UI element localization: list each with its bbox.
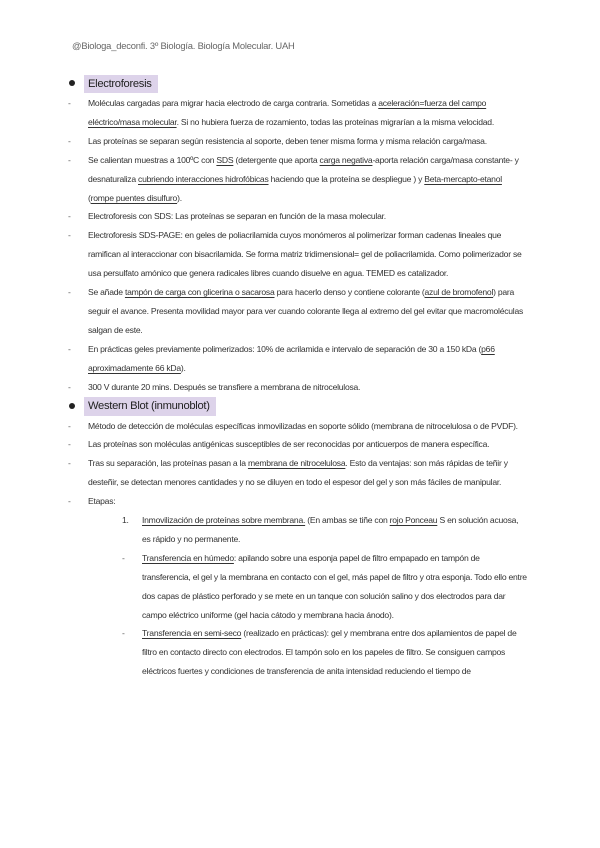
dash-icon: -: [68, 135, 71, 146]
dash-icon: -: [68, 439, 71, 450]
dash-icon: -: [68, 343, 71, 354]
dash-icon: -: [68, 98, 71, 108]
section-electroforesis: [68, 74, 528, 397]
dash-icon: -: [68, 154, 71, 165]
list-item: - 300 V durante 20 mins. Después se transfiere a membrana de nitrocelulosa.: [88, 378, 528, 397]
underlined-term: Transferencia en semi-seco: [142, 628, 242, 639]
underlined-term: Beta-mercapto-etanol: [424, 173, 502, 184]
section-western-blot: [68, 397, 528, 682]
numbered-item: 1. Inmovilización de proteínas sobre membrana. (En ambas se tiñe con rojo Ponceau S en solución acuosa, es rápido y no permanente.: [142, 511, 528, 549]
list-item: - Tras su separación, las proteínas pasan a la membrana de nitrocelulosa. Esto da ventajas: son más rápidas de teñir y desteñir, se detectan menores cantidades y no se diluyen en todo el espesor del gel y son más fáciles de manipular.: [88, 454, 528, 492]
section-title-electroforesis: [88, 74, 528, 94]
list-item: - Se calientan muestras a 100ºC con SDS (detergente que aporta carga negativa-aporta relación carga/masa constante- y desnaturaliza cubriendo interacciones hidrofóbicas haciendo que la proteína se despliegue ) y Beta-mercapto-etanol (rompe puentes disulfuro).: [88, 151, 528, 208]
underlined-term: rojo Ponceau: [389, 515, 438, 526]
dash-icon: -: [68, 458, 71, 469]
dash-icon: -: [68, 381, 71, 392]
sub-list-item: - Transferencia en semi-seco (realizado en prácticas): gel y membrana entre dos apilamientos de papel de filtro en contacto directo con electrodos. El tampón solo en los papeles de filtro. Se consiguen campos eléctricos fuertes y condiciones de transferencia de anita intensidad reduciendo el tiempo de: [142, 624, 528, 681]
underlined-term: p66 aproximadamente 66 kDa: [88, 343, 495, 373]
underlined-term: azul de bromofenol: [424, 287, 494, 298]
bullet-icon: [69, 80, 75, 86]
dash-icon: -: [68, 420, 71, 431]
dash-icon: -: [122, 628, 125, 639]
list-item: - Electroforesis SDS-PAGE: en geles de poliacrilamida cuyos monómeros al polimerizar forman cadenas lineales que ramifican al interaccionar con bisacrilamida. Se forma matriz tridimensional= gel de poliacrilamida. Como polimerizador se usa persulfato amónico que genera radicales libres cuando disuelve en agua. TEMED es catalizador.: [88, 226, 528, 283]
underlined-term: Inmovilización de proteínas sobre membrana.: [142, 515, 306, 526]
list-item: - Se añade tampón de carga con glicerina o sacarosa para hacerlo denso y contiene colorante (azul de bromofenol) para seguir el avance. Presenta movilidad mayor para ver cuando colorante llega al extremo del gel evitar que macromoléculas salgan de este.: [88, 283, 528, 340]
underlined-term: tampón de carga con glicerina o sacarosa: [124, 287, 275, 298]
list-item: - En prácticas geles previamente polimerizados: 10% de acrilamida e intervalo de separación de 30 a 150 kDa (p66 aproximadamente 66 kDa).: [88, 340, 528, 378]
section-title-western-blot: [88, 397, 528, 417]
dash-icon: -: [68, 230, 71, 241]
heading-text: Western Blot (inmunoblot): [84, 397, 216, 416]
bullet-icon: [69, 403, 75, 409]
list-item: - Las proteínas son moléculas antigénicas susceptibles de ser reconocidas por anticuerpos de manera específica.: [88, 435, 528, 454]
document-body: [68, 74, 528, 681]
underlined-term: membrana de nitrocelulosa: [247, 458, 346, 469]
list-item: - Etapas:: [88, 492, 528, 511]
list-item: - Electroforesis con SDS: Las proteínas se separan en función de la masa molecular.: [88, 207, 528, 226]
dash-icon: -: [68, 496, 71, 507]
page-header: @Biologa_deconfi. 3º Biología. Biología Molecular. UAH: [72, 40, 295, 51]
item-number: 1.: [122, 515, 129, 526]
list-item: - Método de detección de moléculas específicas inmovilizadas en soporte sólido (membrana de nitrocelulosa o de PVDF).: [88, 417, 528, 436]
underlined-term: SDS: [216, 154, 234, 165]
heading-text: Electroforesis: [84, 75, 158, 94]
list-item: - Moléculas cargadas para migrar hacia electrodo de carga contraria. Sometidas a aceleración=fuerza del campo eléctrico/masa molecular. Si no hubiera fuerza de rozamiento, todas las proteínas migrarían a la misma velocidad.: [88, 94, 528, 132]
underlined-term: Transferencia en húmedo: [142, 552, 234, 563]
dash-icon: -: [68, 287, 71, 298]
dash-icon: -: [122, 552, 125, 563]
list-item: - Las proteínas se separan según resistencia al soporte, deben tener misma forma y misma relación carga/masa.: [88, 132, 528, 151]
dash-icon: -: [68, 211, 71, 222]
underlined-term: cubriendo interacciones hidrofóbicas: [138, 173, 269, 184]
underlined-term: aceleración=fuerza del campo eléctrico/masa molecular: [88, 98, 487, 127]
underlined-term: carga negativa: [319, 154, 373, 165]
sub-list-item: - Transferencia en húmedo: apilando sobre una esponja papel de filtro empapado en tampón de transferencia, el gel y la membrana en contacto con el gel, más papel de filtro y otra esponja. Todo ello entre dos capas de plástico perforado y se mete en un tanque con solución salino y dos electrodos para dar campo eléctrico uniforme (gel hacia cátodo y membrana hacia ánodo).: [142, 549, 528, 625]
underlined-term: rompe puentes disulfuro: [90, 192, 178, 203]
